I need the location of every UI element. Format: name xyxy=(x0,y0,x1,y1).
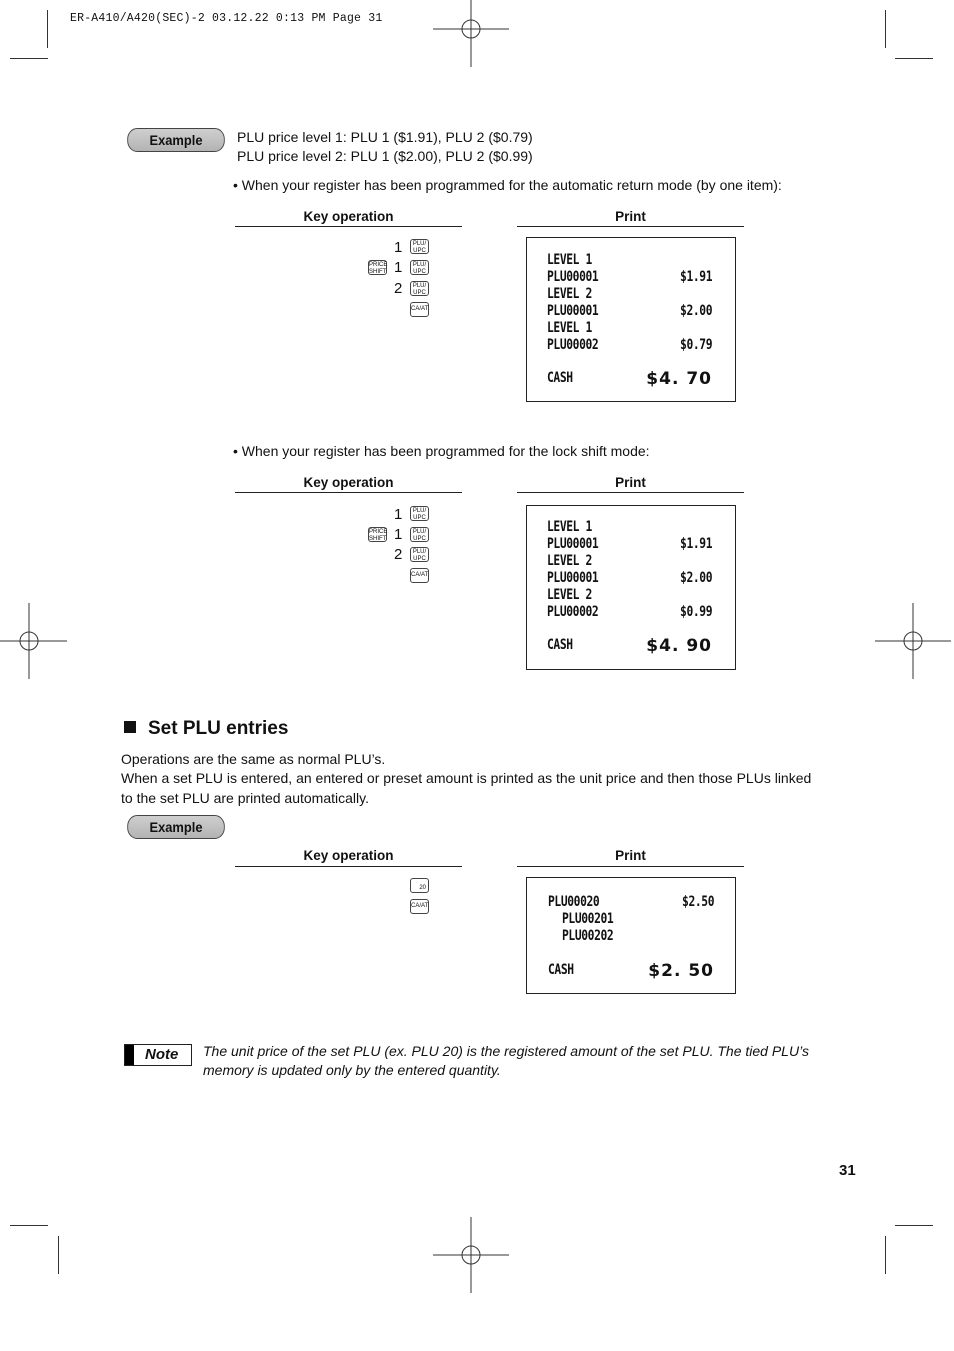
plu-upc-key: PLU/ UPC xyxy=(410,239,429,254)
receipt-line-label: LEVEL 2 xyxy=(547,553,592,569)
note-label-text: Note xyxy=(145,1046,179,1063)
receipt-line-amount: $0.99 xyxy=(679,604,712,620)
receipt-line-amount: $2.00 xyxy=(679,303,712,319)
bullet-automatic-return: • When your register has been programmed for the automatic return mode (by one item): xyxy=(233,177,782,193)
receipt-line-label: PLU00201 xyxy=(562,911,614,927)
print-heading: Print xyxy=(615,475,646,490)
registration-mark-icon xyxy=(0,603,67,679)
note-bar xyxy=(125,1045,134,1065)
plu-upc-key: PLU/ UPC xyxy=(410,506,429,521)
receipt-line-label: PLU00001 xyxy=(547,536,599,552)
plu-upc-key: PLU/ UPC xyxy=(410,547,429,562)
page-number: 31 xyxy=(839,1162,856,1179)
key-number: 2 xyxy=(394,280,403,297)
receipt-line-amount: $2.00 xyxy=(679,570,712,586)
receipt-2 xyxy=(526,505,736,670)
receipt-total-label: CASH xyxy=(547,370,573,386)
note-text-line-1: The unit price of the set PLU (ex. PLU 20) is the registered amount of the set PLU. The tied PLU’s xyxy=(203,1043,809,1059)
receipt-line-label: LEVEL 1 xyxy=(547,519,592,535)
receipt-line-amount: $1.91 xyxy=(679,536,712,552)
section-title: Set PLU entries xyxy=(148,718,289,739)
receipt-line-label: PLU00001 xyxy=(547,570,599,586)
receipt-line-label: LEVEL 1 xyxy=(547,320,592,336)
ca-at-key: CA/AT xyxy=(410,899,429,914)
price-shift-key: PRICE SHIFT xyxy=(369,262,388,275)
divider xyxy=(235,866,462,867)
key-operation-heading: Key operation xyxy=(303,209,394,224)
receipt-total-label: CASH xyxy=(547,637,573,653)
receipt-total-label: CASH xyxy=(548,962,574,978)
example-label: Example xyxy=(127,128,225,152)
receipt-total-amount: $4. 90 xyxy=(646,636,712,656)
divider xyxy=(235,492,462,493)
example-line-2: PLU price level 2: PLU 1 ($2.00), PLU 2 ($0.99) xyxy=(237,148,533,164)
receipt-line-label: LEVEL 2 xyxy=(547,286,592,302)
section-paragraph: to the set PLU are printed automatically. xyxy=(121,790,369,806)
receipt-line-label: PLU00001 xyxy=(547,303,599,319)
plu-upc-key: PLU/ UPC xyxy=(410,260,429,275)
section-paragraph: Operations are the same as normal PLU’s. xyxy=(121,751,386,767)
divider xyxy=(235,226,462,227)
receipt-total-amount: $4. 70 xyxy=(646,369,712,389)
key-operation-heading: Key operation xyxy=(303,475,394,490)
key-number: 1 xyxy=(394,506,403,523)
key-number: 1 xyxy=(394,239,403,256)
note-label xyxy=(124,1044,192,1066)
divider xyxy=(517,492,744,493)
divider xyxy=(517,866,744,867)
section-bullet-icon xyxy=(124,721,136,733)
crop-mark xyxy=(10,58,48,59)
print-heading: Print xyxy=(615,209,646,224)
note-text-line-2: memory is updated only by the entered quantity. xyxy=(203,1062,501,1078)
receipt-3 xyxy=(526,877,736,994)
plu-upc-key: PLU/ UPC xyxy=(410,281,429,296)
registration-mark-icon xyxy=(433,0,509,67)
registration-mark-icon xyxy=(875,603,951,679)
crop-mark xyxy=(10,1225,48,1226)
plu-upc-key: PLU/ UPC xyxy=(410,527,429,542)
receipt-line-label: PLU00020 xyxy=(548,894,600,910)
crop-mark xyxy=(58,1236,59,1274)
key-number: 1 xyxy=(394,259,403,276)
print-heading: Print xyxy=(615,848,646,863)
key-number: 2 xyxy=(394,546,403,563)
receipt-line-amount: $0.79 xyxy=(679,337,712,353)
ca-at-key: CA/AT xyxy=(410,302,429,317)
crop-mark xyxy=(885,10,886,48)
crop-mark xyxy=(885,1236,886,1274)
plu-20-key: 20 xyxy=(410,878,429,893)
key-operation-heading: Key operation xyxy=(303,848,394,863)
receipt-line-label: PLU00001 xyxy=(547,269,599,285)
crop-mark xyxy=(895,58,933,59)
receipt-line-label: PLU00002 xyxy=(547,604,599,620)
crop-mark xyxy=(47,10,48,48)
divider xyxy=(517,226,744,227)
ca-at-key: CA/AT xyxy=(410,568,429,583)
crop-mark xyxy=(895,1225,933,1226)
receipt-total-amount: $2. 50 xyxy=(648,961,714,981)
print-header: ER-A410/A420(SEC)-2 03.12.22 0:13 PM Page 31 xyxy=(70,12,383,25)
registration-mark-icon xyxy=(433,1217,509,1293)
example-line-1: PLU price level 1: PLU 1 ($1.91), PLU 2 ($0.79) xyxy=(237,129,533,145)
price-shift-key: PRICE SHIFT xyxy=(369,529,388,542)
example-label: Example xyxy=(127,815,225,839)
receipt-line-amount: $2.50 xyxy=(681,894,714,910)
receipt-1 xyxy=(526,237,736,402)
receipt-line-label: PLU00202 xyxy=(562,928,614,944)
section-paragraph: When a set PLU is entered, an entered or preset amount is printed as the unit price and then those PLUs linked xyxy=(121,770,812,786)
receipt-line-label: LEVEL 1 xyxy=(547,252,592,268)
bullet-lock-shift: • When your register has been programmed for the lock shift mode: xyxy=(233,443,650,459)
key-number: 1 xyxy=(394,526,403,543)
receipt-line-label: PLU00002 xyxy=(547,337,599,353)
receipt-line-label: LEVEL 2 xyxy=(547,587,592,603)
receipt-line-amount: $1.91 xyxy=(679,269,712,285)
